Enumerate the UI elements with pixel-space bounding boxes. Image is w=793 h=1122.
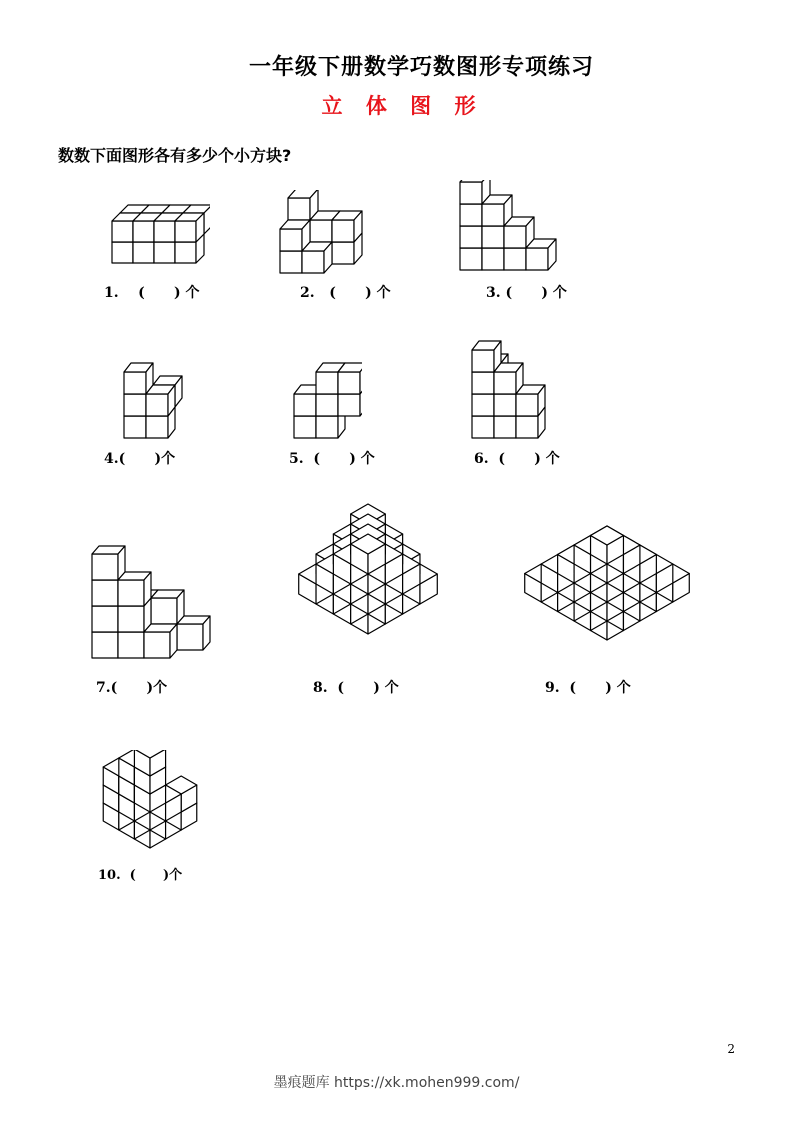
cube-figure-10 xyxy=(98,750,206,852)
question-label-3: 3. ( ) 个 xyxy=(486,285,567,301)
cube-figure-2 xyxy=(278,190,368,275)
question-label-2: 2. ( ) 个 xyxy=(300,285,391,301)
question-label-8: 8. ( ) 个 xyxy=(313,680,399,696)
page-subtitle: 立 体 图 形 xyxy=(321,94,484,118)
page-number: 2 xyxy=(727,1042,735,1056)
question-label-10: 10. ( )个 xyxy=(98,868,183,883)
question-label-6: 6. ( ) 个 xyxy=(474,451,560,467)
question-label-4: 4.( )个 xyxy=(104,451,176,467)
cube-figure-5 xyxy=(292,355,362,440)
cube-figure-1 xyxy=(110,190,210,265)
question-label-9: 9. ( ) 个 xyxy=(545,680,631,696)
cube-figure-9 xyxy=(510,522,705,644)
cube-figure-3 xyxy=(458,180,558,272)
cube-figure-4 xyxy=(122,355,192,440)
question-label-1: 1. ( ) 个 xyxy=(104,285,200,301)
page-title: 一年级下册数学巧数图形专项练习 xyxy=(248,55,594,80)
cube-figure-8 xyxy=(288,480,448,640)
question-label-7: 7.( )个 xyxy=(96,680,168,696)
cube-figure-7 xyxy=(90,528,225,660)
instruction-text: 数数下面图形各有多少个小方块? xyxy=(58,146,292,165)
footer-watermark: 墨痕题库 https://xk.mohen999.com/ xyxy=(273,1075,520,1091)
cube-figure-6 xyxy=(470,335,560,440)
question-label-5: 5. ( ) 个 xyxy=(289,451,375,467)
